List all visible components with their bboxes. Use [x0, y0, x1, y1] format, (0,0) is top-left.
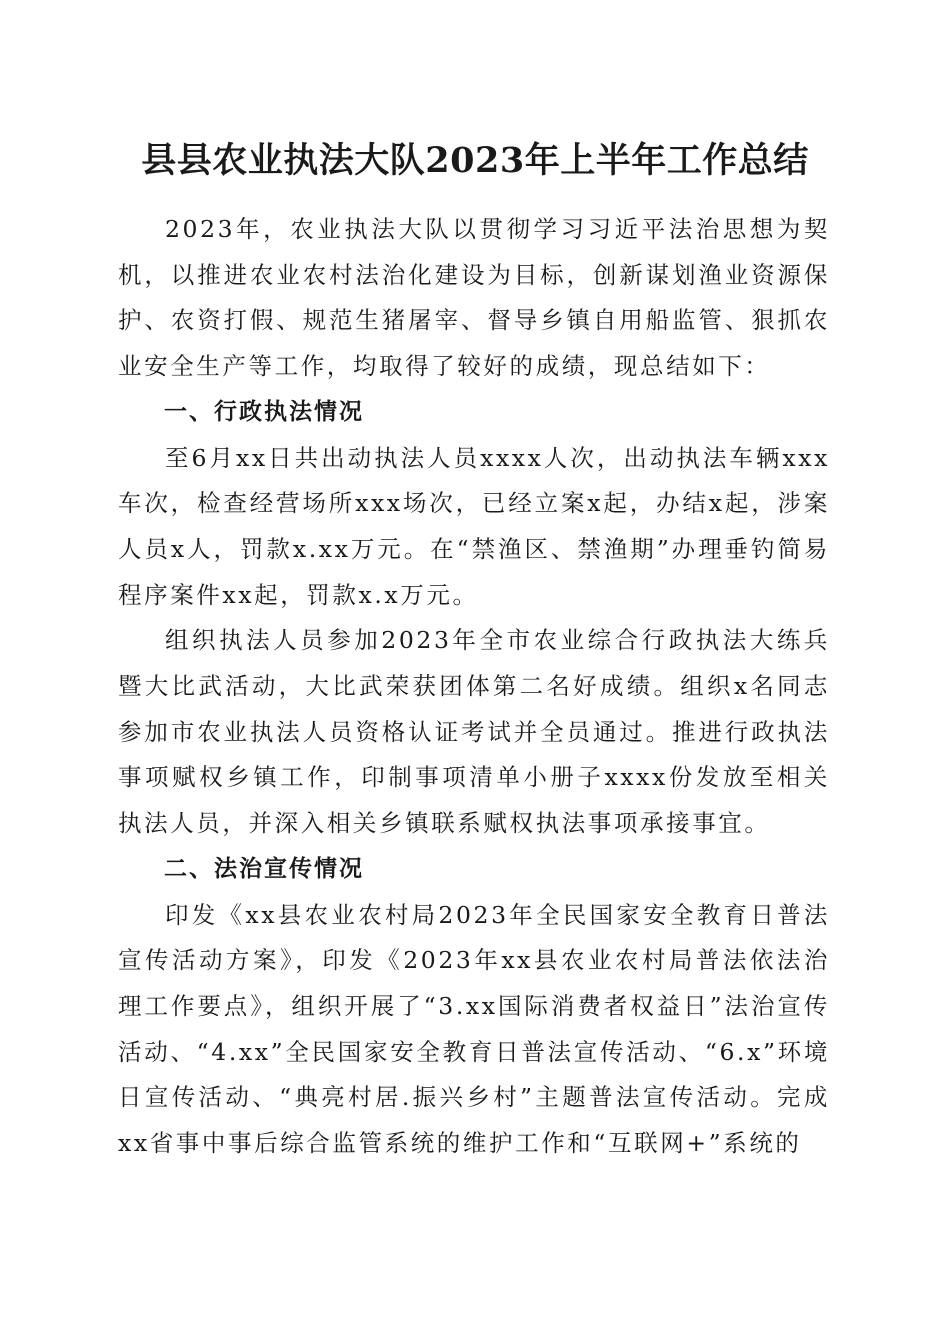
document-title: 县县农业执法大队2023年上半年工作总结 [141, 140, 809, 181]
enforcement-statistics-paragraph: 至6月xx日共出动执法人员xxxx人次，出动执法车辆xxx车次，检查经营场所xxx场次，已经立案x起，办结x起，涉案人员x人，罚款x.xx万元。在“禁渔区、禁渔期”办理垂钓简易程序案件xx起，罚款x.x万元。 [118, 443, 830, 609]
section-heading-administrative-enforcement: 一、行政执法情况 [164, 398, 364, 425]
training-paragraph: 组织执法人员参加2023年全市农业综合行政执法大练兵暨大比武活动，大比武荣获团体第二名好成绩。组织x名同志参加市农业执法人员资格认证考试并全员通过。推进行政执法事项赋权乡镇工作，印制事项清单小册子xxxx份发放至相关执法人员，并深入相关乡镇联系赋权执法事项承接事宜。 [118, 626, 830, 838]
intro-paragraph: 2023年，农业执法大队以贯彻学习习近平法治思想为契机，以推进农业农村法治化建设为目标，创新谋划渔业资源保护、农资打假、规范生猪屠宰、督导乡镇自用船监管、狠抓农业安全生产等工作，均取得了较好的成绩，现总结如下： [118, 215, 830, 381]
publicity-paragraph: 印发《xx县农业农村局2023年全民国家安全教育日普法宣传活动方案》，印发《2023年xx县农业农村局普法依法治理工作要点》，组织开展了“3.xx国际消费者权益日”法治宣传活动、“4.xx”全民国家安全教育日普法宣传活动、“6.x”环境日宣传活动、“典亮村居.振兴乡村”主题普法宣传活动。完成xx省事中事后综合监管系统的维护工作和“互联网+”系统的 [118, 900, 830, 1158]
document-body [118, 207, 830, 1167]
section-heading-legal-publicity: 二、法治宣传情况 [164, 855, 364, 882]
